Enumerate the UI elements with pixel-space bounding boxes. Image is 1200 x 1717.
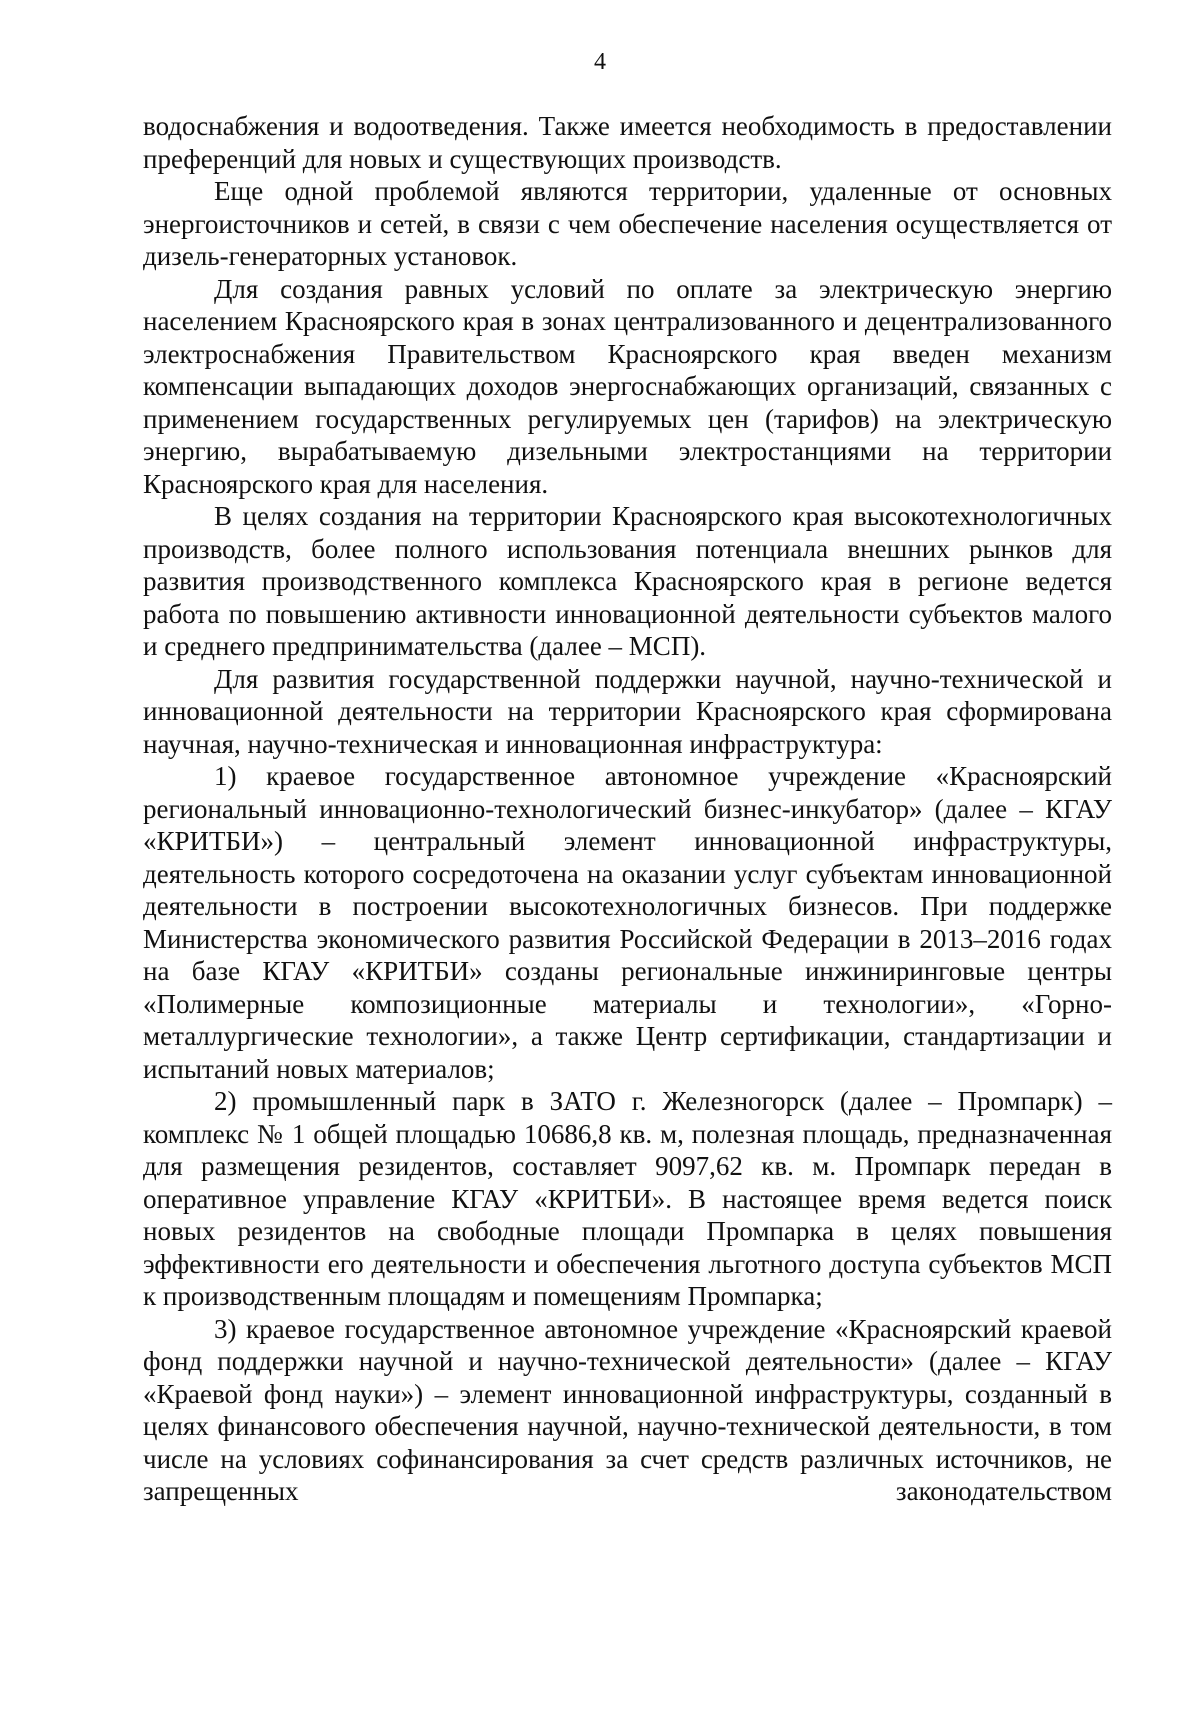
paragraph-continuation: водоснабжения и водоотведения. Также имеется необходимость в предоставлении преференций для новых и существующих производств. [143, 111, 1112, 174]
page-number: 4 [594, 49, 606, 75]
paragraph-high-tech: В целях создания на территории Красноярского края высокотехнологичных производств, более полного использования потенциала внешних рынков для развития производственного комплекса Красноярского края в регионе ведется работа по повышению активности инновационной деятельности субъектов малого и среднего предпринимательства (далее – МСП). [143, 501, 1112, 661]
list-item-prompark: 2) промышленный парк в ЗАТО г. Железногорск (далее – Промпарк) – комплекс № 1 общей площадью 10686,8 кв. м, полезная площадь, предназначенная для размещения резидентов, составляет 9097,62 кв. м. Промпарк передан в оперативное управление КГАУ «КРИТБИ». В настоящее время ведется поиск новых резидентов на свободные площади Промпарка в целях повышения эффективности его деятельности и обеспечения льготного доступа субъектов МСП к производственным площадям и помещениям Промпарка; [143, 1086, 1112, 1311]
list-item-science-fund: 3) краевое государственное автономное учреждение «Красноярский краевой фонд поддержки научной и научно-технической деятельности» (далее – КГАУ «Краевой фонд науки») – элемент инновационной инфраструктуры, созданный в целях финансового обеспечения научной, научно-технической деятельности, в том числе на условиях софинансирования за счет средств различных источников, не запрещенных законодательством [143, 1313, 1112, 1506]
list-item-kritbi: 1) краевое государственное автономное учреждение «Красноярский региональный инновационно-технологический бизнес-инкубатор» (далее – КГАУ «КРИТБИ») – центральный элемент инновационной инфраструктуры, деятельность которого сосредоточена на оказании услуг субъектам инновационной деятельности в построении высокотехнологичных бизнесов. При поддержке Министерства экономического развития Российской Федерации в 2013–2016 годах на базе КГАУ «КРИТБИ» созданы региональные инжиниринговые центры «Полимерные композиционные материалы и технологии», «Горно-металлургические технологии», а также Центр сертификации, стандартизации и испытаний новых материалов; [143, 761, 1112, 1084]
paragraph-equal-conditions: Для создания равных условий по оплате за электрическую энергию населением Красноярского края в зонах централизованного и децентрализованного электроснабжения Правительством Красноярского края введен механизм компенсации выпадающих доходов энергоснабжающих организаций, связанных с применением государственных регулируемых цен (тарифов) на электрическую энергию, вырабатываемую дизельными электростанциями на территории Красноярского края для населения. [143, 273, 1112, 499]
paragraph-remote-territories: Еще одной проблемой являются территории, удаленные от основных энергоисточников и сетей, в связи с чем обеспечение населения осуществляется от дизель-генераторных установок. [143, 176, 1112, 271]
paragraph-infrastructure: Для развития государственной поддержки научной, научно-технической и инновационной деятельности на территории Красноярского края сформирована научная, научно-техническая и инновационная инфраструктура: [143, 663, 1112, 759]
body-text [143, 110, 1112, 1508]
